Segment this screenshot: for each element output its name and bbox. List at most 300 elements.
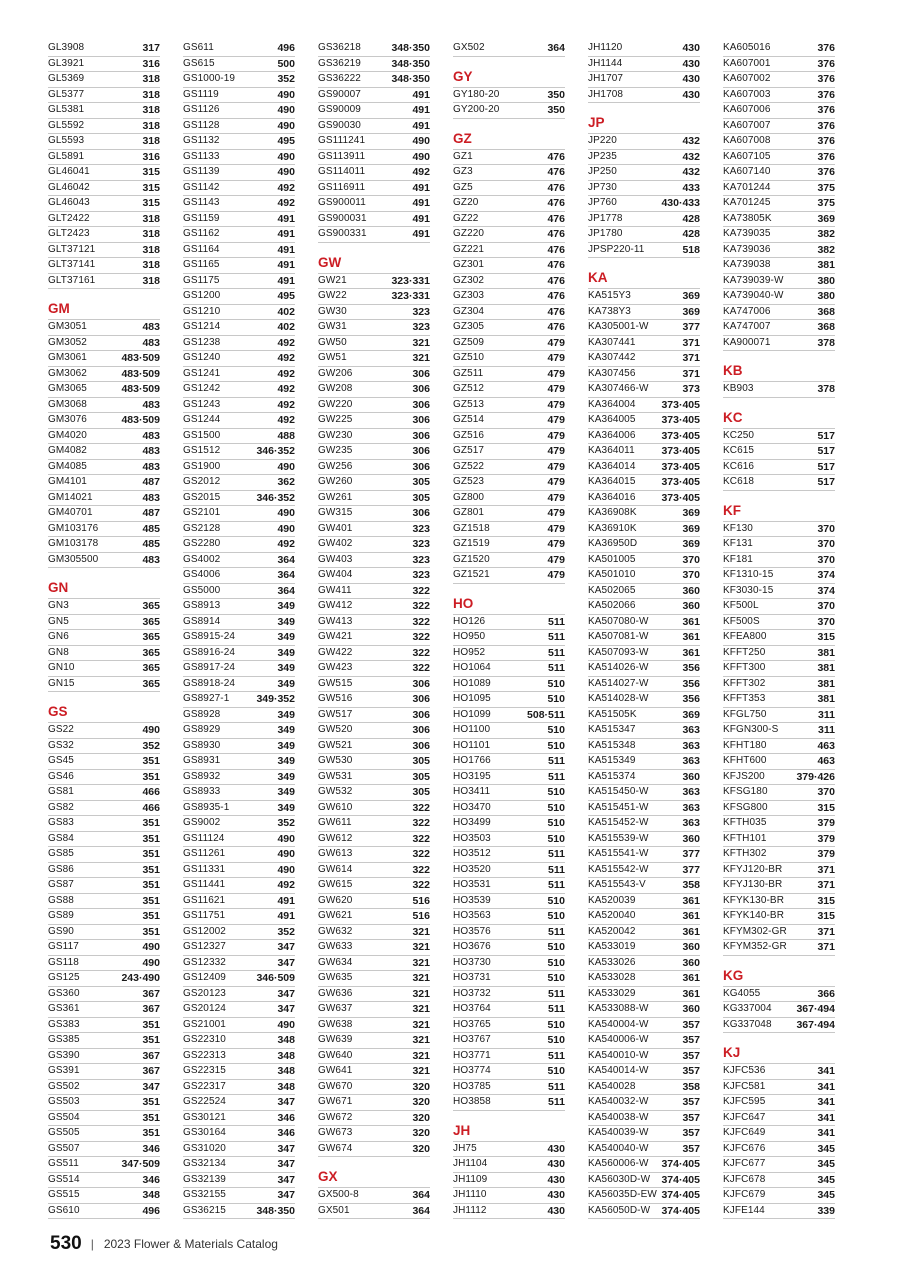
page-reference: 367·494 xyxy=(796,1018,835,1031)
page-reference: 479 xyxy=(547,507,565,520)
index-row xyxy=(48,599,160,615)
page-reference: 320 xyxy=(412,1080,430,1093)
item-code: KA739035 xyxy=(723,228,771,240)
page-reference: 347 xyxy=(277,956,295,969)
page-reference: 428 xyxy=(682,212,700,225)
item-code: GS900331 xyxy=(318,228,367,240)
item-code: GS11621 xyxy=(183,894,226,906)
index-row xyxy=(453,708,565,724)
item-code: GZ510 xyxy=(453,352,485,364)
index-row xyxy=(453,196,565,212)
index-row xyxy=(183,1018,295,1034)
page-reference: 371 xyxy=(682,352,700,365)
index-row xyxy=(723,553,835,569)
index-row xyxy=(48,336,160,352)
item-code: GS9002 xyxy=(183,817,221,829)
page-reference: 476 xyxy=(547,274,565,287)
index-row xyxy=(723,615,835,631)
item-code: GS32139 xyxy=(183,1173,226,1185)
page-reference: 511 xyxy=(548,863,565,876)
index-row xyxy=(318,584,430,600)
index-row xyxy=(183,971,295,987)
item-code: JP760 xyxy=(588,197,617,209)
item-code: GM14021 xyxy=(48,491,93,503)
page-reference: 351 xyxy=(142,863,160,876)
page-reference: 318 xyxy=(142,212,160,225)
item-code: GW422 xyxy=(318,646,353,658)
page-reference: 483 xyxy=(142,336,160,349)
item-code: GS90007 xyxy=(318,88,361,100)
item-code: GZ509 xyxy=(453,336,485,348)
index-row xyxy=(723,1018,835,1034)
item-code: KFSG800 xyxy=(723,801,768,813)
page-reference: 490 xyxy=(277,1018,295,1031)
index-row xyxy=(453,661,565,677)
item-code: GZ516 xyxy=(453,429,485,441)
item-code: KA514027-W xyxy=(588,677,649,689)
index-row xyxy=(48,925,160,941)
item-code: GZ1 xyxy=(453,150,473,162)
item-code: HO3539 xyxy=(453,894,491,906)
item-code: KFYM352-GR xyxy=(723,941,787,953)
item-code: GW521 xyxy=(318,739,353,751)
item-code: GW411 xyxy=(318,584,352,596)
item-code: HO3512 xyxy=(453,848,491,860)
index-row xyxy=(48,1018,160,1034)
item-code: GS2280 xyxy=(183,538,221,550)
item-code: GS8917-24 xyxy=(183,662,236,674)
item-code: KA747007 xyxy=(723,321,771,333)
page-reference: 491 xyxy=(277,212,295,225)
index-row xyxy=(318,646,430,662)
page-reference: 306 xyxy=(412,677,430,690)
item-code: GW532 xyxy=(318,786,353,798)
index-row xyxy=(588,243,700,259)
page-reference: 311 xyxy=(818,724,835,737)
index-row xyxy=(588,522,700,538)
page-reference: 318 xyxy=(142,104,160,117)
page-reference: 492 xyxy=(277,197,295,210)
item-code: GS1175 xyxy=(183,274,220,286)
item-code: GS507 xyxy=(48,1142,80,1154)
index-row xyxy=(453,1064,565,1080)
index-row xyxy=(588,212,700,228)
page-reference: 495 xyxy=(277,290,295,303)
item-code: JH1109 xyxy=(453,1173,488,1185)
index-row xyxy=(318,878,430,894)
page-reference: 376 xyxy=(817,119,835,132)
item-code: GS615 xyxy=(183,57,215,69)
item-code: GS1241 xyxy=(183,367,221,379)
item-code: GW412 xyxy=(318,600,353,612)
page-reference: 373·405 xyxy=(661,491,700,504)
item-code: GS8928 xyxy=(183,708,221,720)
index-row xyxy=(183,413,295,429)
item-code: KA533029 xyxy=(588,987,636,999)
page-reference: 430 xyxy=(547,1189,565,1202)
page-reference: 516 xyxy=(412,910,430,923)
page-reference: 322 xyxy=(412,615,430,628)
page-reference: 490 xyxy=(277,104,295,117)
index-row xyxy=(723,692,835,708)
item-code: GS113911 xyxy=(318,150,366,162)
index-row xyxy=(588,971,700,987)
item-code: KFYM302-GR xyxy=(723,925,787,937)
index-row xyxy=(183,351,295,367)
page-reference: 368 xyxy=(817,321,835,334)
item-code: GS8935-1 xyxy=(183,801,230,813)
item-code: GW672 xyxy=(318,1111,353,1123)
item-code: HO3470 xyxy=(453,801,491,813)
index-row xyxy=(588,1080,700,1096)
index-row xyxy=(183,196,295,212)
page-reference: 500 xyxy=(277,57,295,70)
index-row xyxy=(723,72,835,88)
item-code: KA738Y3 xyxy=(588,305,631,317)
item-code: GM4085 xyxy=(48,460,87,472)
page-reference: 381 xyxy=(817,646,835,659)
page-reference: 491 xyxy=(412,212,430,225)
item-code: KFTH101 xyxy=(723,832,767,844)
index-row xyxy=(48,863,160,879)
item-code: GS30121 xyxy=(183,1111,226,1123)
item-code: KA507080-W xyxy=(588,615,649,627)
index-column-3 xyxy=(318,41,430,1219)
item-code: GS1244 xyxy=(183,414,221,426)
page-reference: 351 xyxy=(142,1096,160,1109)
section-header: GM xyxy=(48,289,160,320)
index-row xyxy=(48,1126,160,1142)
page-reference: 350 xyxy=(547,88,565,101)
index-row xyxy=(723,878,835,894)
item-code: GW403 xyxy=(318,553,353,565)
page-reference: 373·405 xyxy=(661,429,700,442)
item-code: KA36910K xyxy=(588,522,637,534)
item-code: GZ512 xyxy=(453,383,485,395)
index-row xyxy=(723,181,835,197)
page-reference: 320 xyxy=(412,1096,430,1109)
item-code: GS2015 xyxy=(183,491,221,503)
page-reference: 306 xyxy=(412,398,430,411)
index-row xyxy=(588,1095,700,1111)
item-code: GZ221 xyxy=(453,243,485,255)
item-code: GM3065 xyxy=(48,383,87,395)
index-row xyxy=(453,506,565,522)
item-code: HO1089 xyxy=(453,677,491,689)
item-code: GS8913 xyxy=(183,600,221,612)
item-code: GS383 xyxy=(48,1018,80,1030)
index-row xyxy=(453,1204,565,1220)
index-row xyxy=(48,522,160,538)
page-reference: 511 xyxy=(548,987,565,1000)
index-row xyxy=(183,72,295,88)
index-row xyxy=(318,708,430,724)
page-reference: 373·405 xyxy=(661,414,700,427)
page-reference: 492 xyxy=(277,398,295,411)
index-row xyxy=(318,801,430,817)
index-row xyxy=(48,367,160,383)
index-row xyxy=(588,584,700,600)
index-row xyxy=(318,847,430,863)
item-code: KA515542-W xyxy=(588,863,649,875)
index-row xyxy=(453,274,565,290)
index-row xyxy=(318,1142,430,1158)
item-code: JH1144 xyxy=(588,57,623,69)
item-code: JH1708 xyxy=(588,88,624,100)
page-reference: 349 xyxy=(277,600,295,613)
page-reference: 364 xyxy=(547,42,565,55)
page-reference: 511 xyxy=(548,631,565,644)
item-code: GW670 xyxy=(318,1080,353,1092)
page-reference: 479 xyxy=(547,460,565,473)
index-row xyxy=(318,150,430,166)
index-row xyxy=(48,57,160,73)
page-reference: 347 xyxy=(142,1080,160,1093)
item-code: GS1240 xyxy=(183,352,221,364)
page-reference: 381 xyxy=(817,259,835,272)
item-code: GS11751 xyxy=(183,910,226,922)
page-reference: 377 xyxy=(682,321,700,334)
page-reference: 315 xyxy=(142,181,160,194)
page-reference: 318 xyxy=(142,259,160,272)
index-column-2 xyxy=(183,41,295,1219)
page-reference: 479 xyxy=(547,476,565,489)
page-reference: 364 xyxy=(277,584,295,597)
index-row xyxy=(183,785,295,801)
item-code: GN5 xyxy=(48,615,69,627)
page-reference: 322 xyxy=(412,646,430,659)
page-reference: 379 xyxy=(817,817,835,830)
index-row xyxy=(183,661,295,677)
page-reference: 321 xyxy=(412,1065,430,1078)
item-code: KFFT302 xyxy=(723,677,766,689)
page-reference: 373 xyxy=(682,383,700,396)
page-reference: 341 xyxy=(817,1065,835,1078)
item-code: KA515450-W xyxy=(588,786,649,798)
page-reference: 346 xyxy=(142,1142,160,1155)
index-row xyxy=(588,646,700,662)
item-code: GS87 xyxy=(48,879,74,891)
page-reference: 318 xyxy=(142,228,160,241)
page-reference: 375 xyxy=(817,197,835,210)
page-reference: 370 xyxy=(817,553,835,566)
index-row xyxy=(48,243,160,259)
item-code: HO3767 xyxy=(453,1034,491,1046)
index-row xyxy=(723,863,835,879)
page-reference: 349 xyxy=(277,708,295,721)
item-code: KA56030D-W xyxy=(588,1173,651,1185)
page-reference: 341 xyxy=(817,1096,835,1109)
page-reference: 430 xyxy=(547,1173,565,1186)
index-row xyxy=(453,398,565,414)
index-row xyxy=(318,351,430,367)
index-row xyxy=(723,103,835,119)
index-row xyxy=(183,956,295,972)
index-row xyxy=(453,305,565,321)
index-row xyxy=(723,1002,835,1018)
item-code: KA307466-W xyxy=(588,383,649,395)
item-code: GS86 xyxy=(48,863,74,875)
item-code: GM4020 xyxy=(48,429,87,441)
index-row xyxy=(318,909,430,925)
page-reference: 479 xyxy=(547,383,565,396)
index-row xyxy=(48,894,160,910)
index-row xyxy=(723,894,835,910)
item-code: KA502065 xyxy=(588,584,636,596)
item-code: GW620 xyxy=(318,894,353,906)
item-code: GS11331 xyxy=(183,863,226,875)
index-row xyxy=(48,1142,160,1158)
index-row xyxy=(48,181,160,197)
page-reference: 322 xyxy=(412,584,430,597)
item-code: GX500-8 xyxy=(318,1189,359,1201)
index-row xyxy=(183,1126,295,1142)
index-row xyxy=(723,925,835,941)
page-reference: 370 xyxy=(817,615,835,628)
page-reference: 517 xyxy=(817,429,835,442)
footer-separator: | xyxy=(90,1237,94,1251)
page-reference: 476 xyxy=(547,305,565,318)
page-reference: 483 xyxy=(142,491,160,504)
index-row xyxy=(48,150,160,166)
index-row xyxy=(453,801,565,817)
item-code: GW632 xyxy=(318,925,353,937)
page-reference: 371 xyxy=(682,367,700,380)
item-code: KF130 xyxy=(723,522,753,534)
index-row xyxy=(588,816,700,832)
item-code: KA607006 xyxy=(723,104,771,116)
item-code: JH1110 xyxy=(453,1189,487,1201)
item-code: GS8930 xyxy=(183,739,221,751)
page-reference: 376 xyxy=(817,135,835,148)
item-code: GS1210 xyxy=(183,305,221,317)
page-reference: 323 xyxy=(412,522,430,535)
index-row xyxy=(318,599,430,615)
page-reference: 517 xyxy=(817,445,835,458)
item-code: GZ800 xyxy=(453,491,485,503)
item-code: GW404 xyxy=(318,569,353,581)
index-row xyxy=(588,57,700,73)
index-row xyxy=(183,181,295,197)
index-row xyxy=(453,894,565,910)
page-reference: 381 xyxy=(817,662,835,675)
item-code: GW634 xyxy=(318,956,353,968)
item-code: GS511 xyxy=(48,1158,79,1170)
item-code: GW636 xyxy=(318,987,353,999)
item-code: GZ1520 xyxy=(453,553,490,565)
page-reference: 488 xyxy=(277,429,295,442)
item-code: KA607140 xyxy=(723,166,771,178)
item-code: KA515348 xyxy=(588,739,636,751)
index-row xyxy=(588,165,700,181)
index-row xyxy=(723,243,835,259)
item-code: GS391 xyxy=(48,1065,80,1077)
index-row xyxy=(183,770,295,786)
item-code: GY200-20 xyxy=(453,104,500,116)
index-row xyxy=(318,1095,430,1111)
item-code: GS11124 xyxy=(183,832,225,844)
page-reference: 371 xyxy=(682,336,700,349)
page-reference: 367·494 xyxy=(796,1003,835,1016)
item-code: GW613 xyxy=(318,848,353,860)
page-reference: 349 xyxy=(277,631,295,644)
index-row xyxy=(183,88,295,104)
index-row xyxy=(588,475,700,491)
item-code: KFFT353 xyxy=(723,693,766,705)
item-code: GW402 xyxy=(318,538,353,550)
page-reference: 510 xyxy=(547,956,565,969)
page-reference: 341 xyxy=(817,1080,835,1093)
index-row xyxy=(318,568,430,584)
item-code: GS12332 xyxy=(183,956,226,968)
index-row xyxy=(453,1080,565,1096)
index-row xyxy=(723,1080,835,1096)
page-reference: 323 xyxy=(412,553,430,566)
page-reference: 306 xyxy=(412,460,430,473)
item-code: JP1778 xyxy=(588,212,623,224)
page-reference: 365 xyxy=(142,615,160,628)
page-reference: 491 xyxy=(412,197,430,210)
page-reference: 318 xyxy=(142,135,160,148)
page-reference: 305 xyxy=(412,786,430,799)
item-code: GS1238 xyxy=(183,336,221,348)
page-reference: 357 xyxy=(682,1127,700,1140)
page-reference: 476 xyxy=(547,290,565,303)
item-code: HO3195 xyxy=(453,770,491,782)
index-row xyxy=(318,336,430,352)
page-reference: 370 xyxy=(817,600,835,613)
page-reference: 511 xyxy=(548,770,565,783)
page-reference: 491 xyxy=(412,228,430,241)
index-row xyxy=(588,615,700,631)
index-row xyxy=(318,754,430,770)
index-row xyxy=(453,909,565,925)
page-reference: 321 xyxy=(412,987,430,1000)
page-reference: 463 xyxy=(817,755,835,768)
item-code: GY180-20 xyxy=(453,88,500,100)
item-code: KF500S xyxy=(723,615,760,627)
index-row xyxy=(183,739,295,755)
index-row xyxy=(48,646,160,662)
page-reference: 320 xyxy=(412,1127,430,1140)
item-code: GS8932 xyxy=(183,770,221,782)
item-code: KA520039 xyxy=(588,894,636,906)
page-reference: 349 xyxy=(277,770,295,783)
page-reference: 466 xyxy=(142,801,160,814)
item-code: GS12327 xyxy=(183,941,226,953)
index-row xyxy=(723,196,835,212)
page-reference: 348 xyxy=(142,1189,160,1202)
item-code: KJFC676 xyxy=(723,1142,766,1154)
item-code: GW640 xyxy=(318,1049,353,1061)
page-reference: 348·350 xyxy=(391,73,430,86)
index-row xyxy=(48,956,160,972)
page-reference: 511 xyxy=(548,925,565,938)
item-code: GS12409 xyxy=(183,972,226,984)
item-code: KA701245 xyxy=(723,197,771,209)
page-reference: 430 xyxy=(547,1142,565,1155)
item-code: KA607008 xyxy=(723,135,771,147)
index-row xyxy=(588,630,700,646)
item-code: GS2012 xyxy=(183,476,221,488)
index-row xyxy=(183,320,295,336)
item-code: GS20124 xyxy=(183,1003,226,1015)
index-row xyxy=(48,429,160,445)
page-reference: 305 xyxy=(412,755,430,768)
item-code: GS22310 xyxy=(183,1034,226,1046)
index-row xyxy=(318,57,430,73)
page-reference: 315 xyxy=(817,631,835,644)
